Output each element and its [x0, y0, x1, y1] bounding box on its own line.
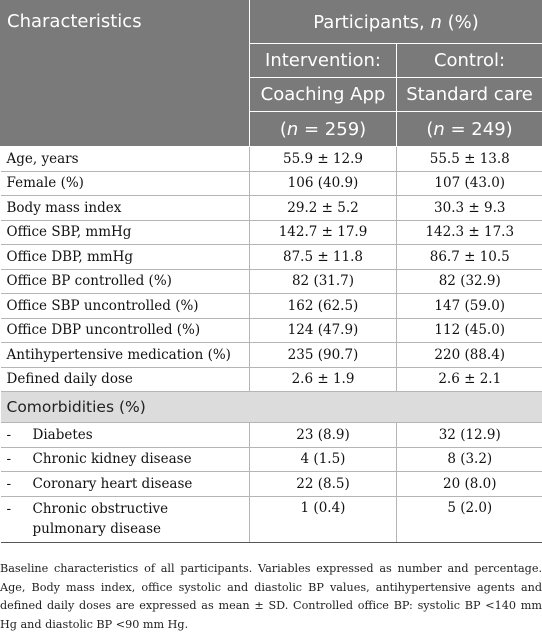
control-n-open: (: [426, 118, 434, 140]
table-row: [1, 220, 542, 245]
control-value: 32 (12.9): [397, 423, 542, 448]
section-label: Comorbidities (%): [1, 392, 542, 423]
control-value: 220 (88.4): [397, 343, 542, 368]
row-label-text: Diabetes: [32, 426, 93, 443]
table-row: [1, 447, 542, 472]
intervention-value: 23 (8.9): [250, 423, 397, 448]
row-label: Defined daily dose: [1, 367, 250, 392]
intervention-value: 87.5 ± 11.8: [250, 245, 397, 270]
intervention-value: 22 (8.5): [250, 472, 397, 497]
row-label: Office DBP, mmHg: [1, 245, 250, 270]
control-n-value: = 249): [444, 118, 513, 140]
control-value: 2.6 ± 2.1: [397, 367, 542, 392]
row-label: Female (%): [1, 171, 250, 196]
row-label: Office BP controlled (%): [1, 269, 250, 294]
table-row: [1, 343, 542, 368]
table-row: [1, 472, 542, 497]
control-value: 142.3 ± 17.3: [397, 220, 542, 245]
table-row: [1, 318, 542, 343]
intervention-value: 2.6 ± 1.9: [250, 367, 397, 392]
intervention-value: 142.7 ± 17.9: [250, 220, 397, 245]
row-label: Office SBP uncontrolled (%): [1, 294, 250, 319]
table-row: [1, 294, 542, 319]
table-row: [1, 245, 542, 270]
header-intervention-line2: Coaching App: [250, 78, 397, 112]
control-value: 147 (59.0): [397, 294, 542, 319]
control-value: 20 (8.0): [397, 472, 542, 497]
control-value: 82 (32.9): [397, 269, 542, 294]
table-footnote: Baseline characteristics of all participants. Variables expressed as number and percentage. Age, Body mass index, office systolic and diastolic BP values, antihypertensive agents and defined daily doses are expressed as mean ± SD. Controlled office BP: systolic BP <140 mm Hg and diastolic BP <90 mm Hg.: [0, 562, 542, 631]
intervention-value: 124 (47.9): [250, 318, 397, 343]
control-value: 112 (45.0): [397, 318, 542, 343]
intervention-value: 106 (40.9): [250, 171, 397, 196]
header-row-1: [1, 1, 542, 44]
control-n-var: n: [433, 118, 445, 140]
table-row: [1, 269, 542, 294]
control-value: 30.3 ± 9.3: [397, 196, 542, 221]
control-value: 107 (43.0): [397, 171, 542, 196]
intervention-n-var: n: [286, 118, 299, 140]
intervention-value: 235 (90.7): [250, 343, 397, 368]
row-label: [1, 423, 250, 448]
header-intervention-n: [250, 112, 397, 147]
intervention-value: 29.2 ± 5.2: [250, 196, 397, 221]
control-value: 5 (2.0): [397, 496, 542, 542]
section-row-comorbidities: [1, 392, 542, 423]
header-control-n: [397, 112, 542, 147]
list-dash: -: [6, 426, 12, 443]
table-row: [1, 423, 542, 448]
row-label: [1, 472, 250, 497]
list-dash: -: [6, 475, 12, 492]
list-dash: -: [6, 500, 12, 517]
intervention-value: 82 (31.7): [250, 269, 397, 294]
header-participants: [250, 1, 542, 44]
intervention-n-open: (: [279, 118, 287, 140]
header-control-line1: Control:: [397, 44, 542, 78]
header-characteristics: Characteristics: [1, 1, 250, 147]
row-label-text-line2: pulmonary disease: [32, 520, 162, 537]
control-value: 55.5 ± 13.8: [397, 147, 542, 172]
row-label: [1, 447, 250, 472]
control-value: 8 (3.2): [397, 447, 542, 472]
table-row: [1, 147, 542, 172]
intervention-value: 1 (0.4): [250, 496, 397, 542]
header-control-line2: Standard care: [397, 78, 542, 112]
header-participants-pct: (%): [441, 11, 479, 33]
row-label-text: Chronic kidney disease: [32, 451, 192, 468]
intervention-value: 162 (62.5): [250, 294, 397, 319]
list-dash: -: [6, 451, 12, 468]
header-intervention-line1: Intervention:: [250, 44, 397, 78]
table-row: [1, 367, 542, 392]
row-label: Office DBP uncontrolled (%): [1, 318, 250, 343]
table-row: [1, 496, 542, 542]
intervention-value: 4 (1.5): [250, 447, 397, 472]
row-label: Body mass index: [1, 196, 250, 221]
control-value: 86.7 ± 10.5: [397, 245, 542, 270]
intervention-n-value: = 259): [298, 118, 367, 140]
row-label-text: Coronary heart disease: [32, 475, 193, 492]
row-label: Antihypertensive medication (%): [1, 343, 250, 368]
row-label: [1, 496, 250, 542]
table-row: [1, 171, 542, 196]
row-label: Age, years: [1, 147, 250, 172]
header-participants-n: n: [430, 11, 442, 33]
row-label: Office SBP, mmHg: [1, 220, 250, 245]
header-participants-label: Participants,: [313, 11, 431, 33]
intervention-value: 55.9 ± 12.9: [250, 147, 397, 172]
table-row: [1, 196, 542, 221]
row-label-text-line1: Chronic obstructive: [32, 500, 169, 517]
